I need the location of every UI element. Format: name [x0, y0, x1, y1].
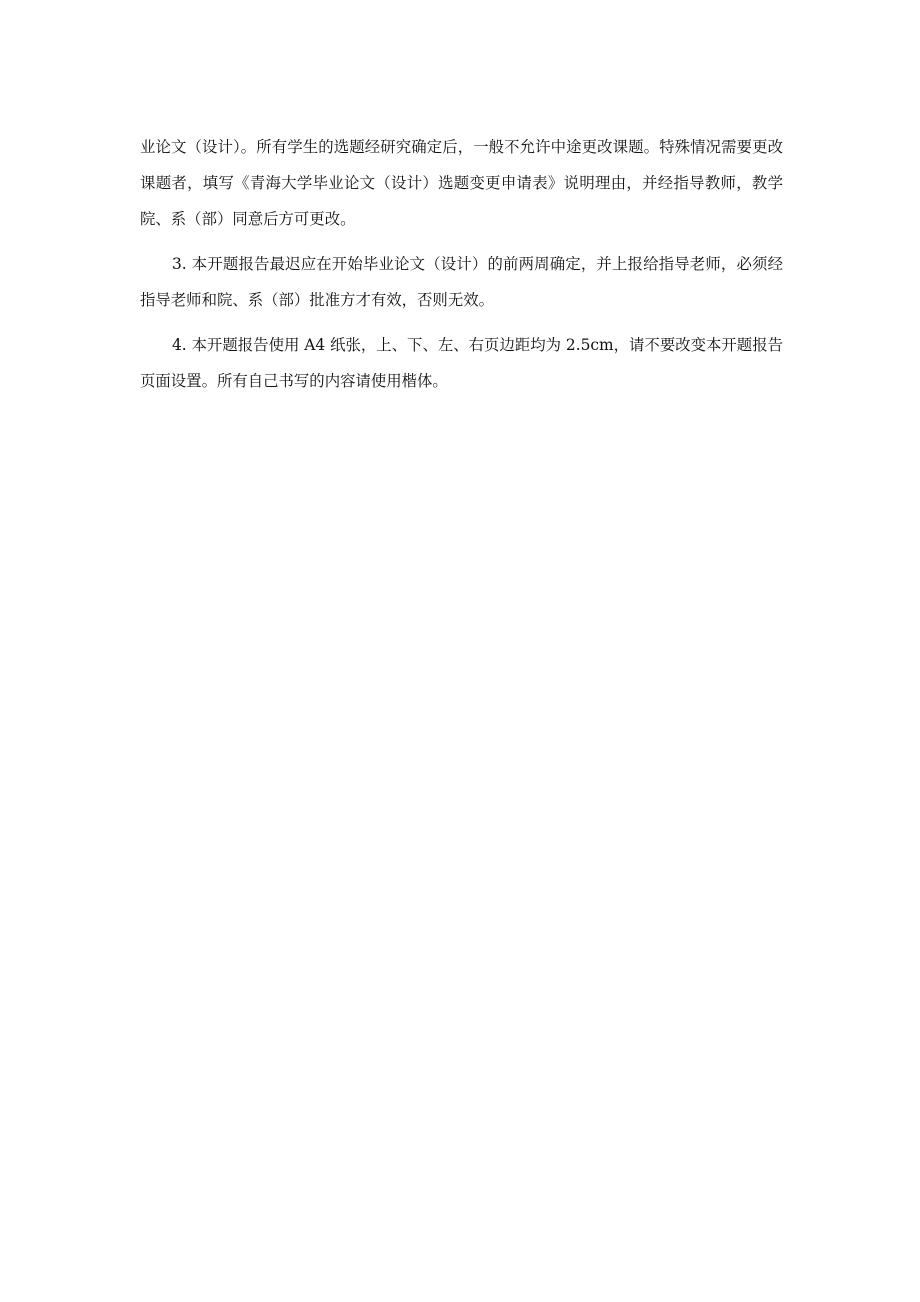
document-body [140, 129, 783, 408]
paragraph-item-4: 4. 本开题报告使用 A4 纸张，上、下、左、右页边距均为 2.5cm，请不要改变本开题报告页面设置。所有自己书写的内容请使用楷体。 [140, 336, 783, 390]
paragraph-continuation: 业论文（设计）。所有学生的选题经研究确定后，一般不允许中途更改课题。特殊情况需要更改课题者，填写《青海大学毕业论文（设计）选题变更申请表》说明理由，并经指导教师，教学院、系（部）同意后方可更改。 [140, 138, 783, 228]
paragraph-item-3: 3. 本开题报告最迟应在开始毕业论文（设计）的前两周确定，并上报给指导老师，必须经指导老师和院、系（部）批准方才有效，否则无效。 [140, 255, 783, 309]
